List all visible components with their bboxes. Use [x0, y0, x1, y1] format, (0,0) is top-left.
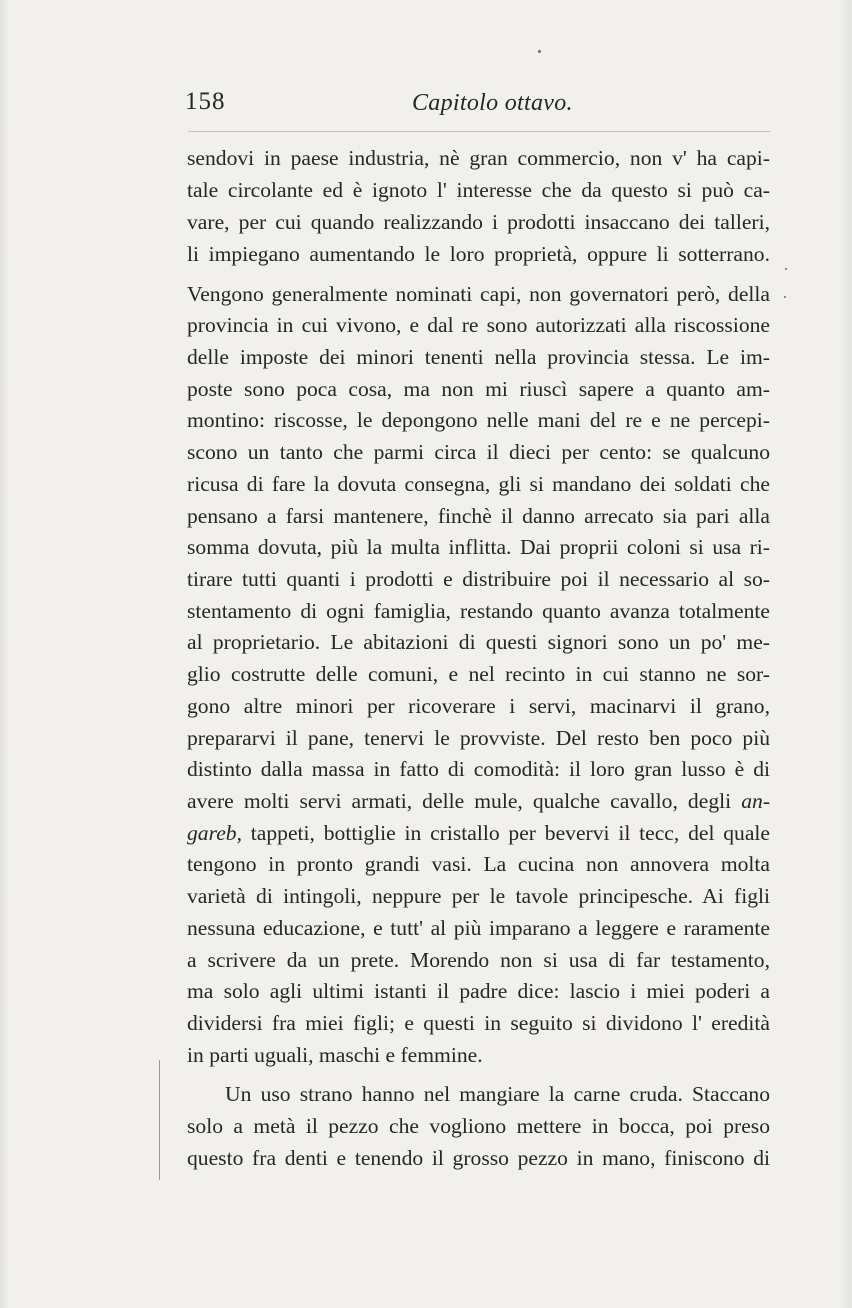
text-span: tappeti, bottiglie in cristallo per bevervi il tecc, del quale [250, 821, 770, 845]
text-line: tirare tutti quanti i prodotti e distribuire poi il necessario al so- [187, 567, 770, 591]
running-title: Capitolo ottavo. [412, 90, 573, 116]
text-line: sendovi in paese industria, nè gran commercio, non v' ha capi- [187, 146, 770, 170]
text-line: gono altre minori per ricoverare i servi, macinarvi il grano, [187, 694, 770, 718]
text-line: li impiegano aumentando le loro proprietà, oppure li sotterrano. [187, 242, 770, 266]
text-line: Vengono generalmente nominati capi, non governatori però, della [187, 282, 770, 306]
text-line: vare, per cui quando realizzando i prodotti insaccano dei talleri, [187, 210, 770, 234]
paragraph-start-line: Un uso strano hanno nel mangiare la carne cruda. Staccano [225, 1082, 770, 1106]
italic-word: an- [741, 789, 771, 813]
text-line: provincia in cui vivono, e dal re sono autorizzati alla riscossione [187, 313, 770, 337]
text-line: distinto dalla massa in fatto di comodità: il loro gran lusso è di [187, 757, 770, 781]
header-rule [188, 131, 770, 132]
text-line: delle imposte dei minori tenenti nella provincia stessa. Le im- [187, 345, 770, 369]
text-line: poste sono poca cosa, ma non mi riuscì sapere a quanto am- [187, 377, 770, 401]
page-number: 158 [185, 88, 226, 115]
text-line: solo a metà il pezzo che vogliono mettere in bocca, poi preso [187, 1114, 770, 1138]
text-line: stentamento di ogni famiglia, restando quanto avanza totalmente [187, 599, 770, 623]
text-line: somma dovuta, più la multa inflitta. Dai proprii coloni si usa ri- [187, 535, 770, 559]
text-line: a scrivere da un prete. Morendo non si usa di far testamento, [187, 948, 770, 972]
paper-speck [785, 268, 787, 270]
text-line: montino: riscosse, le depongono nelle mani del re e ne percepi- [187, 408, 770, 432]
text-line: scono un tanto che parmi circa il dieci per cento: se qualcuno [187, 440, 770, 464]
text-line: varietà di intingoli, neppure per le tavole principesche. Ai figli [187, 884, 770, 908]
page-edge-right [838, 0, 852, 1308]
text-line: glio costrutte delle comuni, e nel recinto in cui stanno ne sor- [187, 662, 770, 686]
text-line: ricusa di fare la dovuta consegna, gli si mandano dei soldati che [187, 472, 770, 496]
text-line: tengono in pronto grandi vasi. La cucina non annovera molta [187, 852, 770, 876]
text-line: al proprietario. Le abitazioni di questi signori sono un po' me- [187, 630, 770, 654]
paper-speck [538, 50, 541, 53]
text-line: ma solo agli ultimi istanti il padre dice: lascio i miei poderi a [187, 979, 770, 1003]
margin-pencil-mark [159, 1060, 160, 1180]
text-line: pensano a farsi mantenere, finchè il danno arrecato sia pari alla [187, 504, 770, 528]
text-line [187, 819, 770, 847]
text-line: in parti uguali, maschi e femmine. [187, 1043, 483, 1067]
text-line [187, 787, 770, 815]
paper-speck [784, 296, 786, 298]
text-span: avere molti servi armati, delle mule, qualche cavallo, degli [187, 789, 732, 813]
text-line: prepararvi il pane, tenervi le provviste. Del resto ben poco più [187, 726, 770, 750]
page-edge-left [0, 0, 10, 1308]
text-line: dividersi fra miei figli; e questi in seguito si dividono l' eredità [187, 1011, 770, 1035]
italic-word: gareb, [187, 821, 242, 845]
text-line: nessuna educazione, e tutt' al più imparano a leggere e raramente [187, 916, 770, 940]
text-line: questo fra denti e tenendo il grosso pezzo in mano, finiscono di [187, 1146, 770, 1170]
text-line: tale circolante ed è ignoto l' interesse che da questo si può ca- [187, 178, 770, 202]
